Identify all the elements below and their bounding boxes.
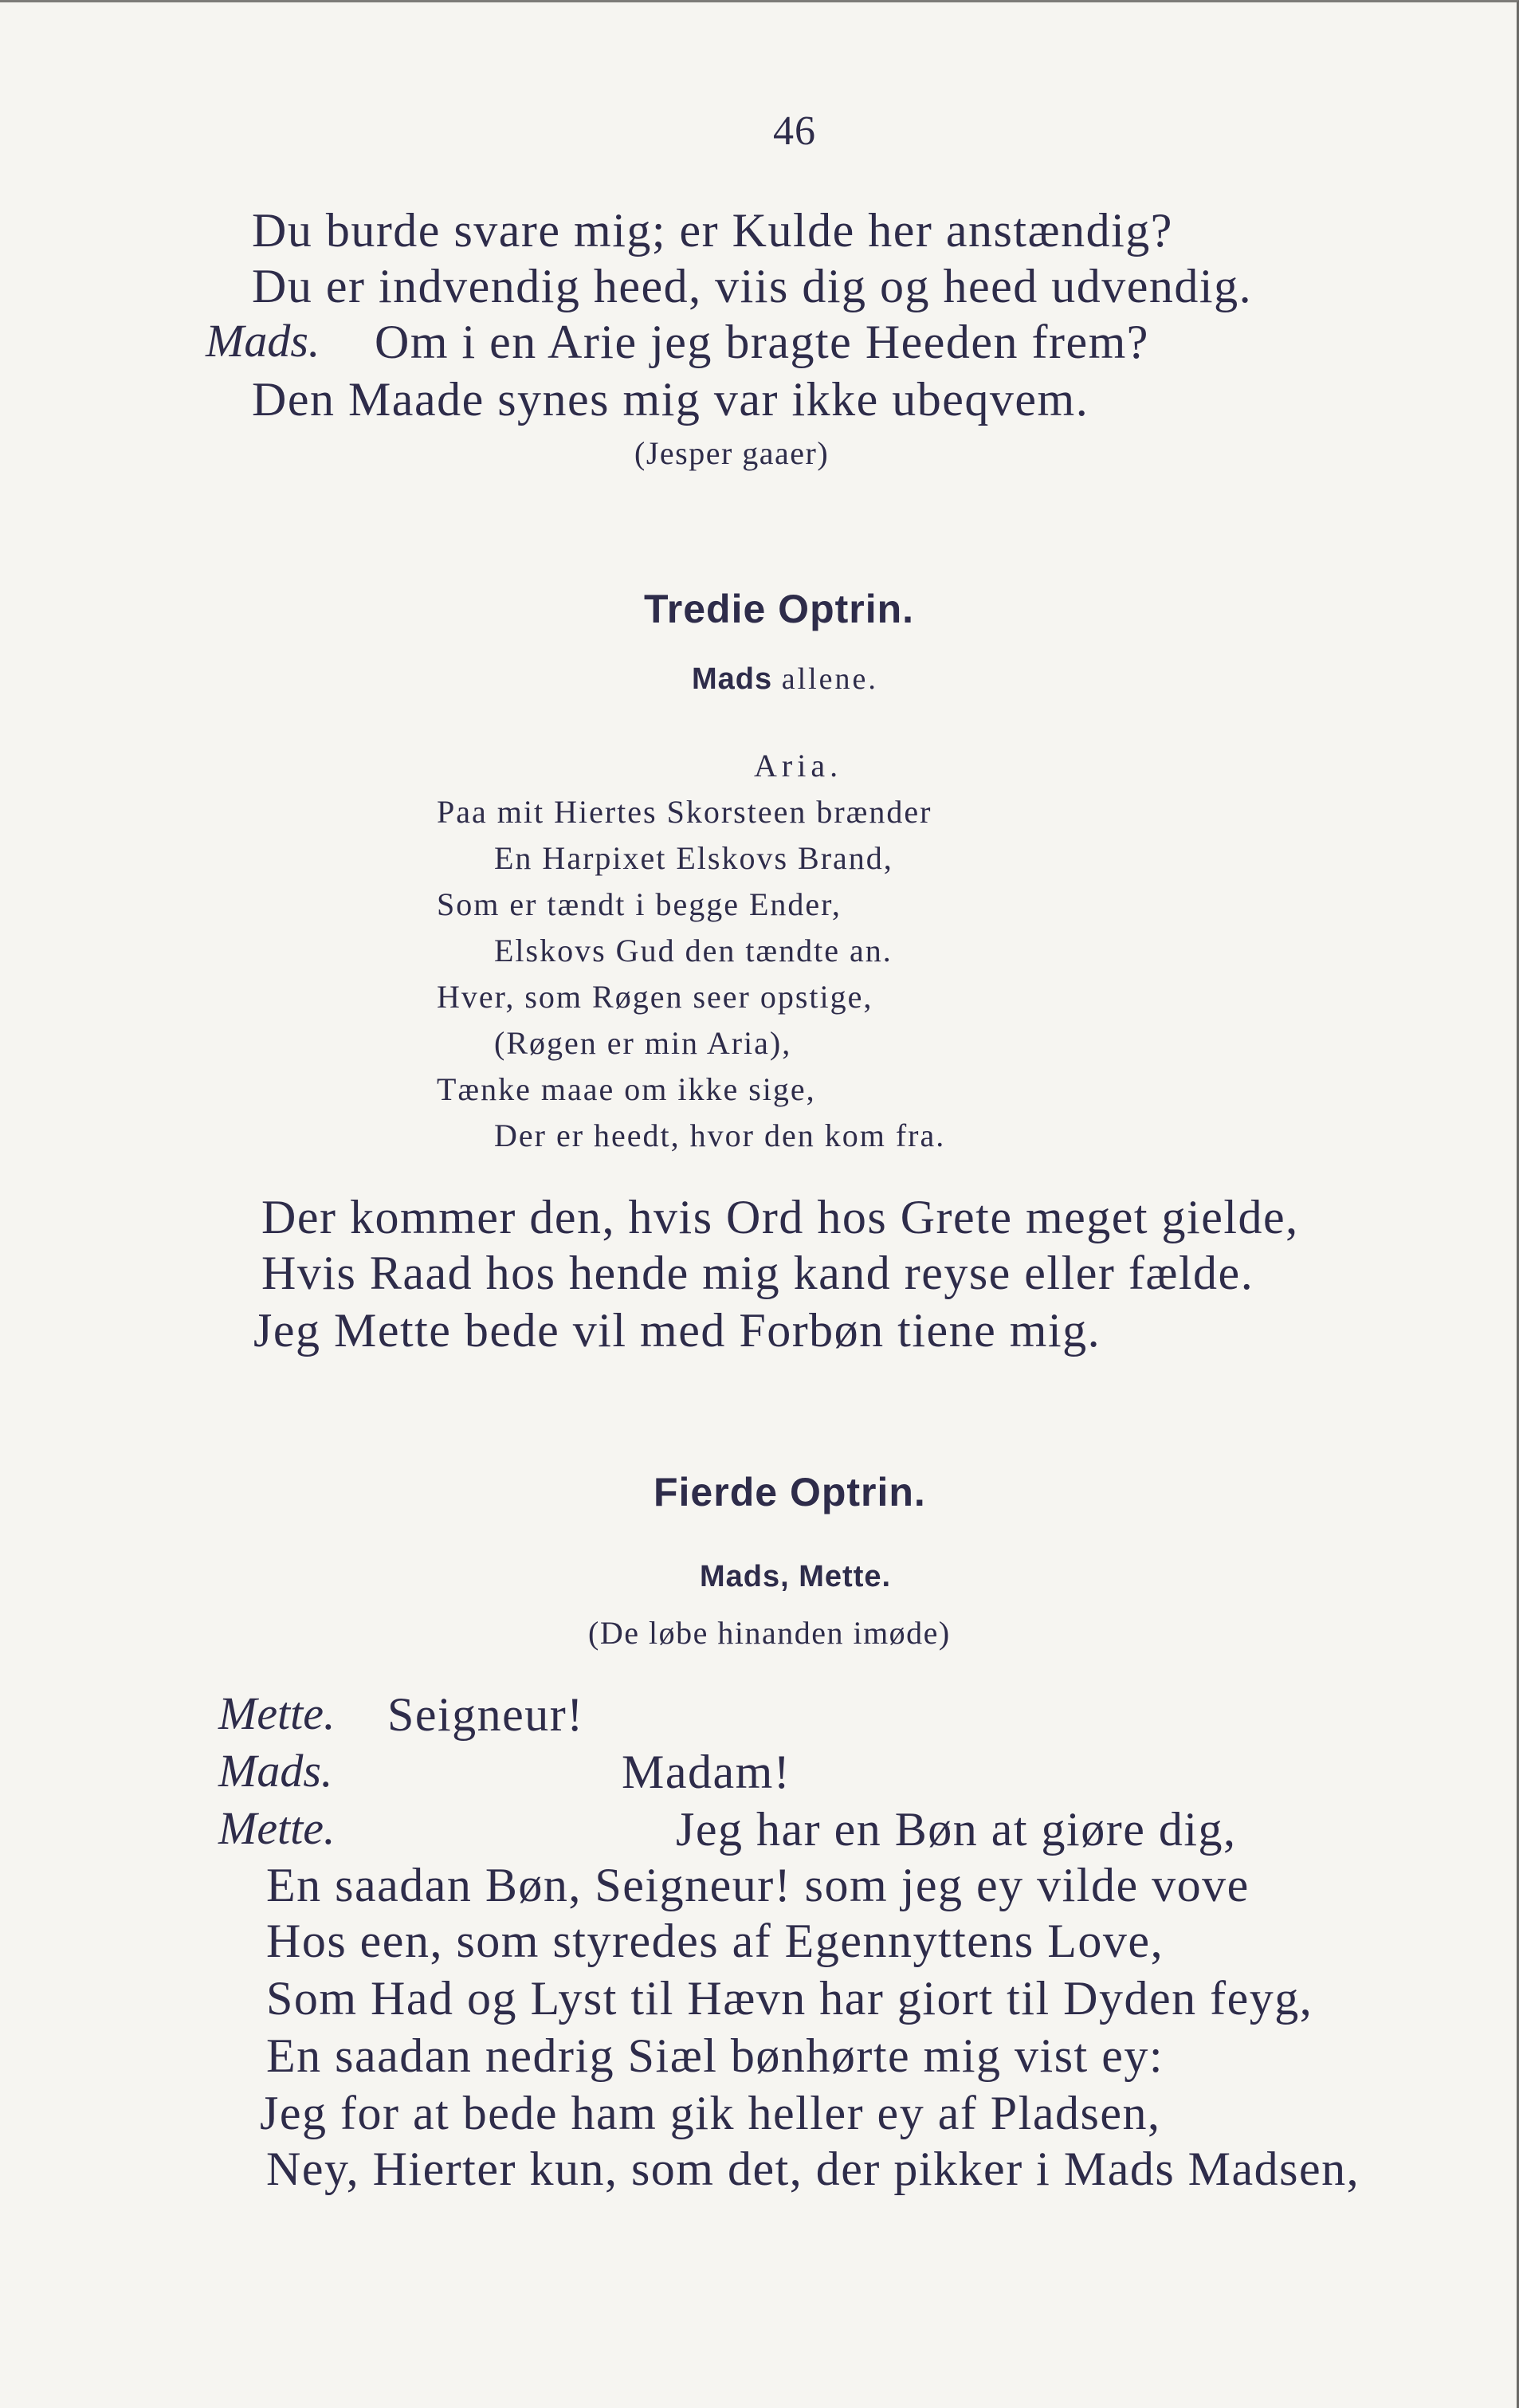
- speaker-name: Mads.: [218, 1745, 333, 1797]
- aria-line: Elskovs Gud den tændte an.: [494, 933, 893, 968]
- verse-line: En saadan nedrig Siæl bønhørte mig vist ey:: [266, 2029, 1164, 2082]
- verse-line: Hvis Raad hos hende mig kand reyse eller fælde.: [261, 1247, 1254, 1299]
- cast-name: Mads: [692, 662, 773, 696]
- aria-line: Hver, som Røgen seer opstige,: [437, 979, 873, 1015]
- verse-line: Der kommer den, hvis Ord hos Grete meget gielde,: [261, 1191, 1299, 1243]
- aria-line: Som er tændt i begge Ender,: [437, 886, 842, 922]
- aria-title: Aria.: [754, 748, 843, 784]
- verse-line: Som Had og Lyst til Hævn har giort til Dyden feyg,: [266, 1972, 1313, 2025]
- aria-line: En Harpixet Elskovs Brand,: [494, 840, 893, 876]
- verse-line: Om i en Arie jeg bragte Heeden frem?: [375, 316, 1149, 368]
- verse-line: Jeg Mette bede vil med Forbøn tiene mig.: [253, 1304, 1101, 1357]
- cast-note: allene.: [781, 662, 878, 696]
- verse-line: Ney, Hierter kun, som det, der pikker i Mads Madsen,: [266, 2143, 1360, 2195]
- dialogue-line: Seigneur!: [387, 1688, 584, 1741]
- scene-cast: Mads, Mette.: [700, 1560, 892, 1593]
- stage-direction: (De løbe hinanden imøde): [588, 1615, 951, 1651]
- verse-line: Den Maade synes mig var ikke ubeqvem.: [252, 373, 1089, 426]
- verse-line: Hos een, som styredes af Egennyttens Love,: [266, 1915, 1164, 1967]
- scene-cast: [692, 664, 878, 694]
- dialogue-line: Madam!: [622, 1746, 791, 1798]
- scene-heading: Fierde Optrin.: [654, 1470, 926, 1514]
- verse-line: Jeg for at bede ham gik heller ey af Pladsen,: [260, 2087, 1161, 2139]
- stage-direction: (Jesper gaaer): [634, 435, 830, 471]
- aria-line: Paa mit Hiertes Skorsteen brænder: [437, 794, 932, 830]
- verse-line: Du burde svare mig; er Kulde her anstændig?: [252, 204, 1173, 257]
- page-number: 46: [773, 108, 816, 154]
- speaker-name: Mads.: [206, 315, 320, 367]
- speaker-name: Mette.: [218, 1802, 336, 1854]
- speaker-name: Mette.: [218, 1687, 336, 1739]
- scene-heading: Tredie Optrin.: [644, 587, 915, 631]
- dialogue-line: Jeg har en Bøn at giøre dig,: [676, 1803, 1237, 1856]
- aria-line: (Røgen er min Aria),: [494, 1025, 792, 1061]
- aria-line: Der er heedt, hvor den kom fra.: [494, 1118, 946, 1153]
- aria-line: Tænke maae om ikke sige,: [437, 1071, 816, 1107]
- verse-line: En saadan Bøn, Seigneur! som jeg ey vilde vove: [266, 1859, 1250, 1911]
- verse-line: Du er indvendig heed, viis dig og heed udvendig.: [252, 260, 1253, 312]
